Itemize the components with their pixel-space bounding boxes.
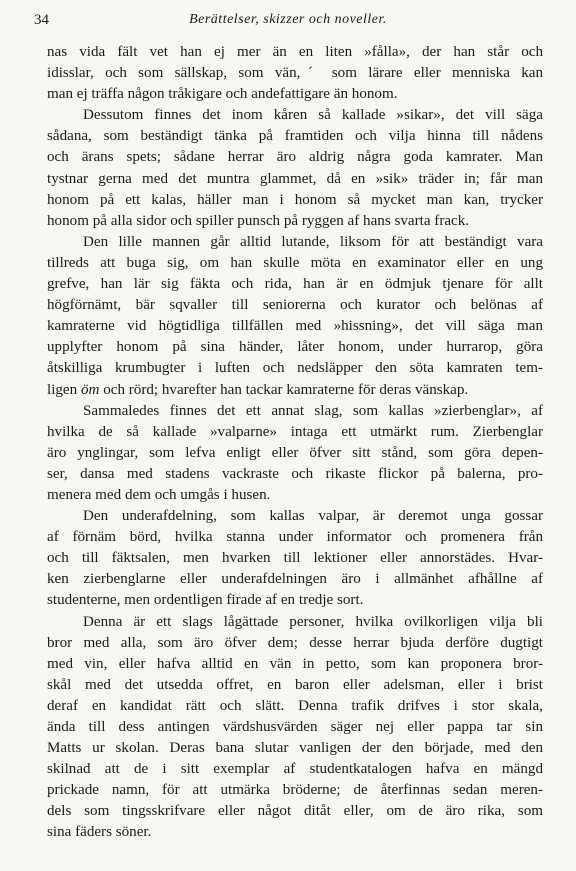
- text-line: menera med dem och umgås i husen.: [47, 486, 271, 503]
- text-line: af förnäm börd, hvilka stanna under informator och promenera från: [47, 529, 543, 546]
- paragraph: [47, 612, 543, 844]
- text-line: kamraterne vid högtidliga tillfällen med »hissning», det vill säga man: [47, 318, 543, 335]
- paragraph: [47, 232, 543, 401]
- running-title: Berättelser, skizzer och noveller.: [189, 12, 387, 27]
- text-line: sådana, som beständigt tänka på framtiden och vilja hinna till nådens: [47, 128, 543, 145]
- text-line: och till fäktsalen, men hvarken till lektioner eller annorstädes. Hvar-: [47, 550, 543, 567]
- text-line: Den underafdelning, som kallas valpar, är deremot unga gossar: [83, 508, 543, 525]
- text-line: ligen öm och rörd; hvarefter han tackar kamraterne för deras vänskap.: [47, 381, 469, 398]
- text-line: tillreds att buga sig, om han skulle möta en examinator eller en ung: [47, 254, 543, 271]
- text-line: nas vida fält vet han ej mer än en liten »fålla», der han står och: [47, 44, 543, 60]
- text-line: med vin, eller hafva alltid en vän in petto, som kan proponera bror-: [47, 655, 543, 672]
- body-text: [47, 42, 543, 844]
- text-line: upplyfter honom på sina händer, låter honom, under hurrarop, göra: [47, 339, 543, 356]
- text-line: studenterne, men ordentligen firade af en tredje sort.: [47, 592, 364, 609]
- text-line: åtskilliga krumbugter i luften och nedsläpper den söta kamraten tem-: [47, 360, 543, 377]
- text-line: idisslar, och som sällskap, som vän,ˊ som lärare eller menniska kan: [47, 65, 543, 82]
- text-line: ända till dess antingen värdshusvärden säger nej eller pappa tar sin: [47, 719, 543, 735]
- page-header: [0, 0, 576, 30]
- emphasis: öm: [80, 381, 100, 398]
- text-line: honom på alla sidor och spiller punsch på ryggen af hans svarta frack.: [47, 212, 470, 229]
- text-line: skilnad att de i sitt exemplar af studentkatalogen hafva en mängd: [47, 761, 543, 778]
- text-line: ser, dansa med stadens vackraste och rikaste flickor på balerna, pro-: [47, 465, 543, 482]
- text-line: Den lille mannen går alltid lutande, liksom för att beständigt vara: [83, 233, 543, 250]
- text-line: tystnar gerna med det muntra glammet, då en »sik» träder in; får man: [47, 170, 543, 187]
- text-line: Denna är ett slags lågättade personer, hvilka ovilkorligen vilja bli: [83, 613, 543, 630]
- text-line: grefve, han lär sig fäkta och rida, han är en ödmjuk tjenare för allt: [47, 276, 543, 293]
- page-number: 34: [34, 12, 49, 28]
- text-line: och ärans spets; sådane herrar äro aldrig några goda kamrater. Man: [47, 149, 543, 166]
- text-line: Matts ur skolan. Deras bana slutar vanligen der den började, med den: [47, 740, 543, 757]
- text-line: sina fäders söner.: [47, 824, 152, 841]
- text-line: skål med det utsedda offret, en baron eller adelsman, eller i brist: [47, 676, 543, 693]
- paragraph: [47, 506, 543, 611]
- text-line: högförnämt, bär sqvaller till seniorerna och kurator och belönas af: [47, 297, 543, 314]
- text-line: Dessutom finnes det inom kåren så kallade »sikar», det vill säga: [83, 107, 543, 124]
- paragraph: [47, 42, 543, 105]
- text-line: bror med alla, som äro öfver dem; desse herrar bjuda derföre dugtigt: [47, 634, 543, 651]
- text-line: Sammaledes finnes det ett annat slag, som kallas »zierbenglar», af: [83, 402, 543, 419]
- paragraph: [47, 105, 543, 232]
- text-line: honom på ett kalas, häller man i honom så mycket man kan, trycker: [47, 191, 543, 208]
- text-line: hvilka de så kallade »valparne» intaga ett utmärkt rum. Zierbenglar: [47, 423, 543, 440]
- text-line: prickade namn, för att utmärka bröderne; de återfinnas sedan meren-: [47, 782, 543, 799]
- text-line: dels som tingsskrifvare eller något ditåt eller, om de äro rika, som: [47, 803, 543, 820]
- text-line: äro ynglingar, som lefva enligt eller öfver sitt stånd, som göra depen-: [47, 444, 543, 461]
- paragraph: [47, 401, 543, 506]
- text-line: deraf en kandidat rätt och slätt. Denna trafik drifves i stor skala,: [47, 697, 543, 714]
- text-line: ken zierbenglarne eller underafdelningen äro i allmänhet afhållne af: [47, 571, 543, 588]
- text-line: man ej träffa någon tråkigare och andefattigare än honom.: [47, 86, 398, 103]
